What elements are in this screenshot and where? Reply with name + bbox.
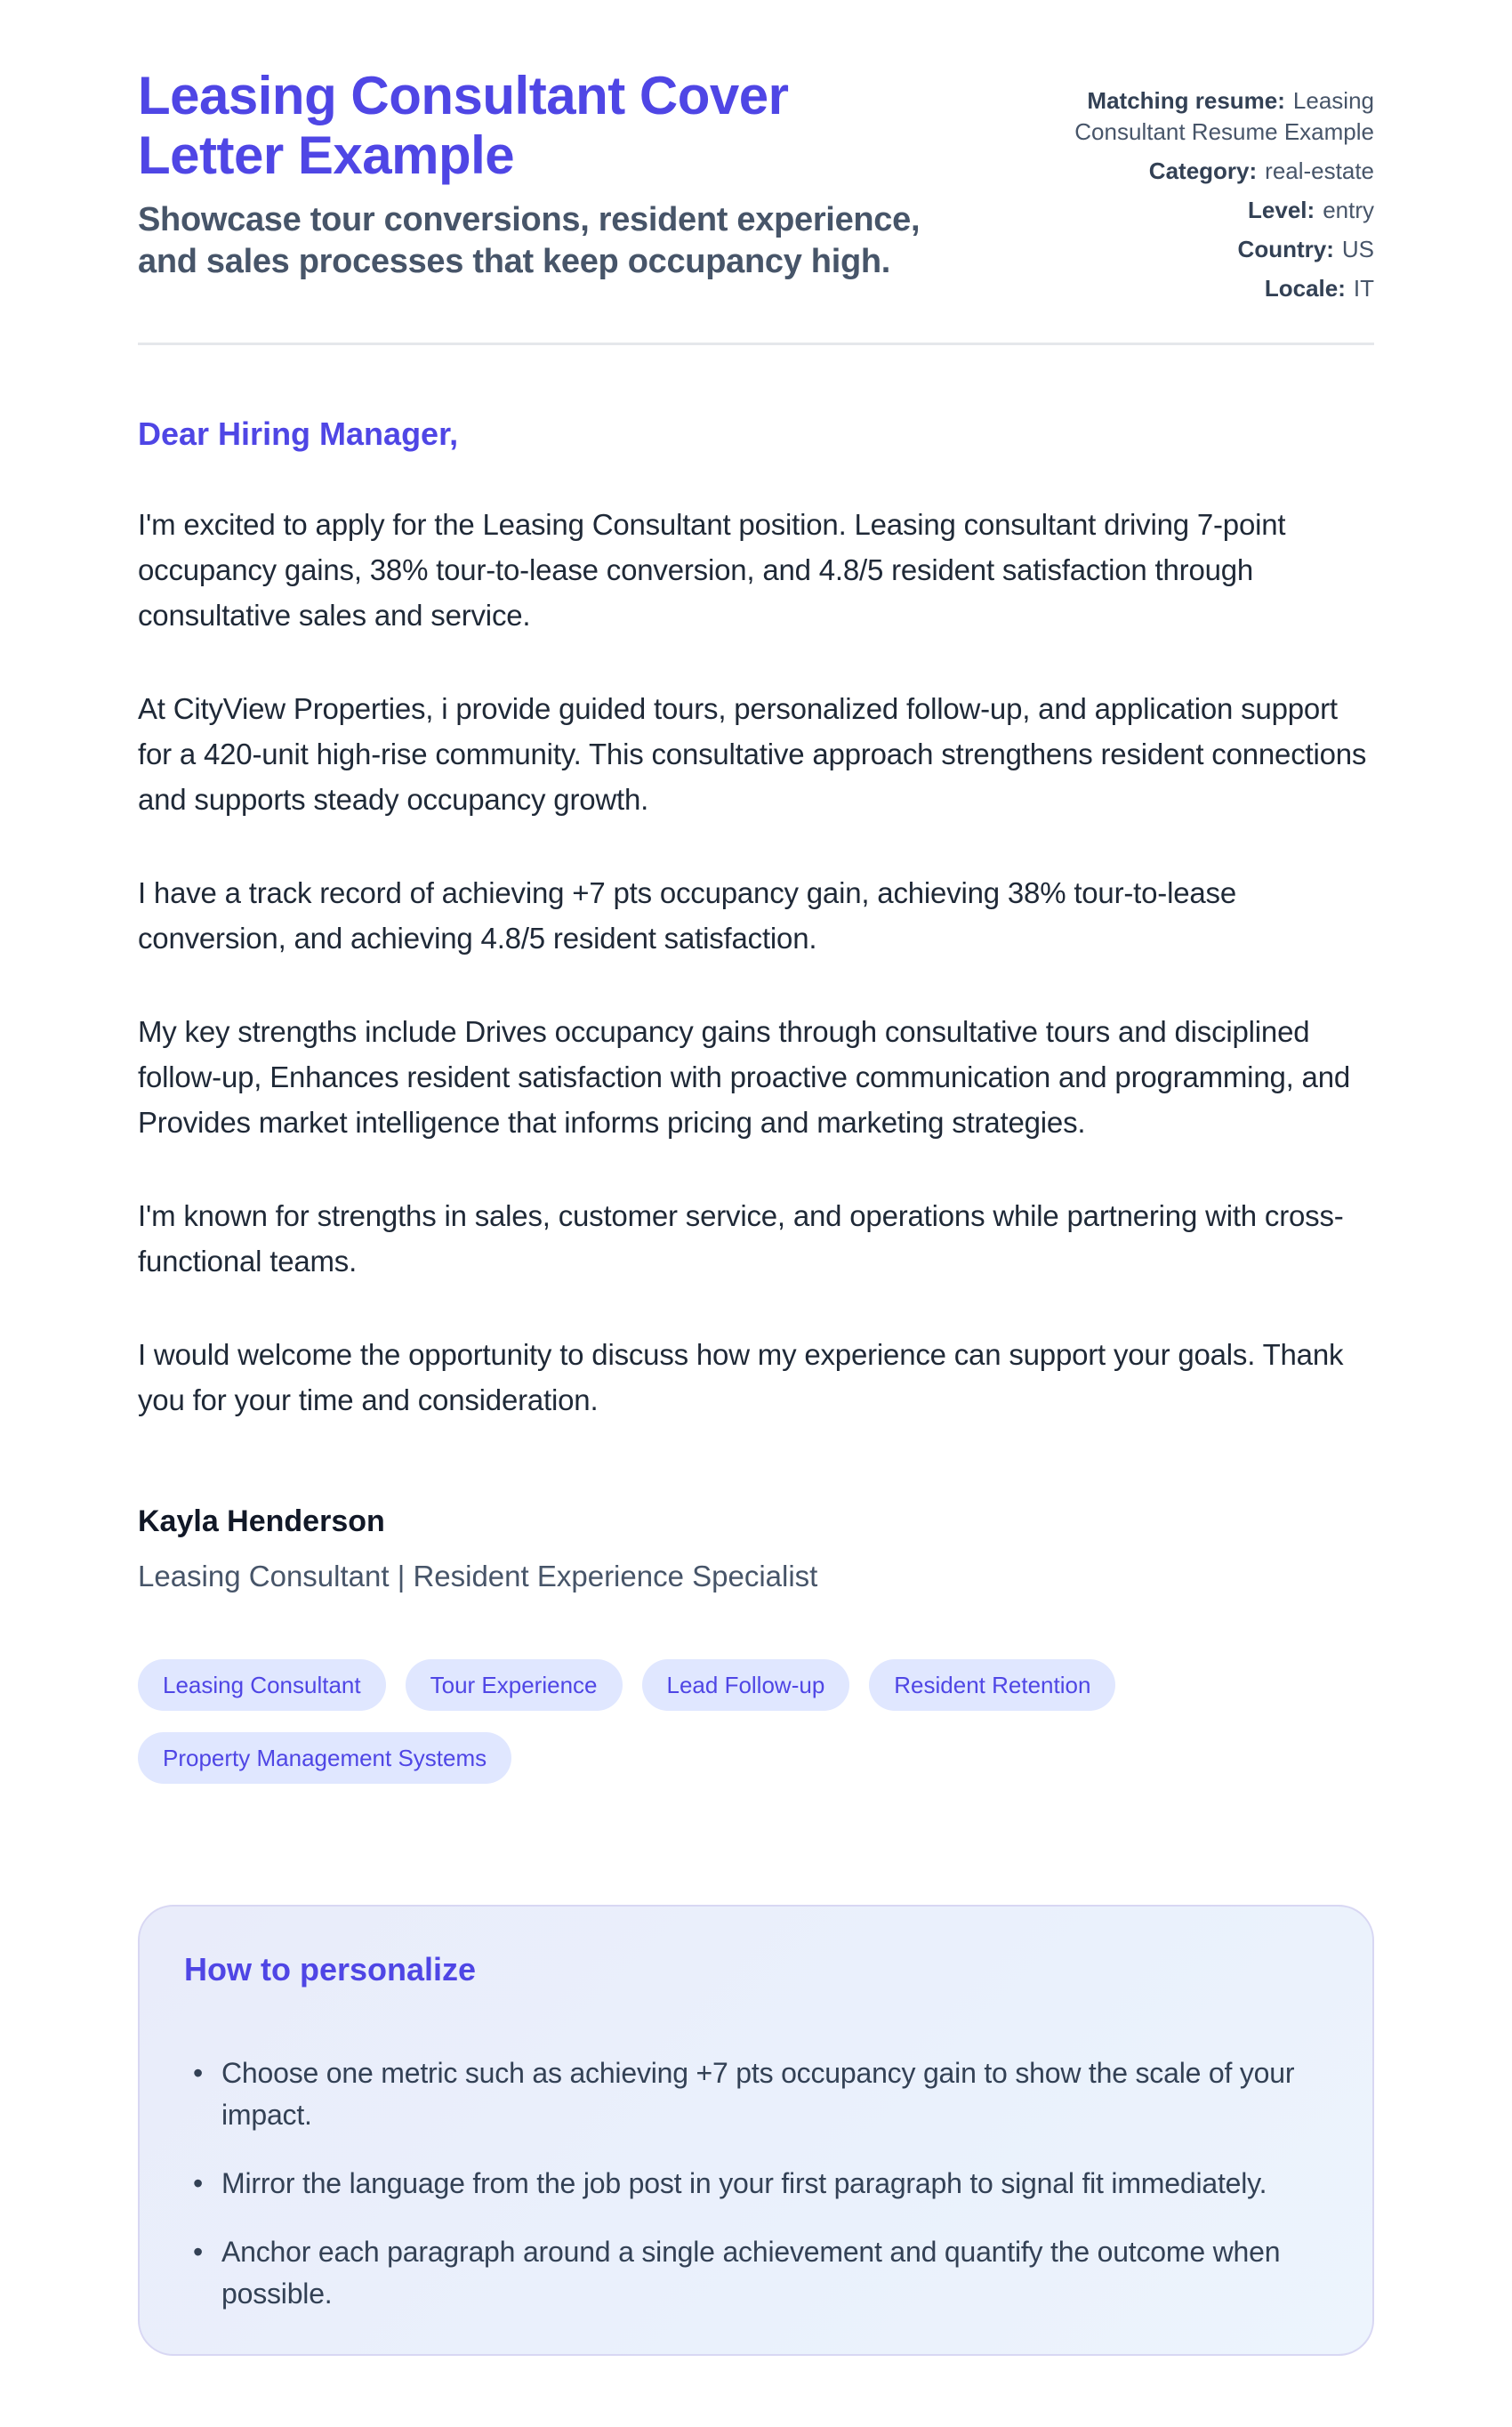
- meta-value: US: [1341, 236, 1374, 262]
- signature-name: Kayla Henderson: [138, 1504, 385, 1538]
- meta-label: Locale:: [1264, 275, 1346, 302]
- tag-leasing-consultant[interactable]: Leasing Consultant: [138, 1659, 386, 1711]
- meta-row-locale: [974, 273, 1374, 304]
- personalize-tip: • Mirror the language from the job post in your first paragraph to signal fit immediately.: [184, 2163, 1305, 2205]
- meta-value: entry: [1323, 197, 1374, 223]
- letter-paragraph: My key strengths include Drives occupancy gains through consultative tours and disciplined follow-up, Enhances resident satisfaction with proactive communication and programming, and Provides market intelligence that informs pricing and marketing strategies.: [138, 1015, 1351, 1139]
- letter-paragraph: I have a track record of achieving +7 pts occupancy gain, achieving 38% tour-to-lease conversion, and achieving 4.8/5 resident satisfaction.: [138, 876, 1236, 955]
- signature-role: Leasing Consultant | Resident Experience Specialist: [138, 1560, 818, 1592]
- meta-row-category: [974, 156, 1374, 187]
- meta-label: Country:: [1237, 236, 1334, 262]
- letter-paragraph: I'm excited to apply for the Leasing Consultant position. Leasing consultant driving 7-point occupancy gains, 38% tour-to-lease conversion, and 4.8/5 resident satisfaction through consultative sales and service.: [138, 508, 1286, 632]
- personalize-title: How to personalize: [184, 1951, 477, 1988]
- page-header: [138, 66, 1374, 312]
- meta-label: Category:: [1148, 157, 1258, 184]
- tag-property-management-systems[interactable]: Property Management Systems: [138, 1732, 511, 1784]
- tag-resident-retention[interactable]: Resident Retention: [869, 1659, 1115, 1711]
- header-title-block: [138, 66, 921, 283]
- letter-paragraph: At CityView Properties, i provide guided tours, personalized follow-up, and application support for a 420-unit high-rise community. This consultative approach strengthens resident connections and supports steady occupancy growth.: [138, 692, 1367, 816]
- meta-label: Level:: [1248, 197, 1315, 223]
- page-subtitle: Showcase tour conversions, resident experience, and sales processes that keep occupancy high.: [138, 201, 921, 280]
- meta-value: Leasing Consultant Resume Example: [1074, 87, 1374, 145]
- resume-meta-block: [974, 66, 1374, 312]
- cover-letter-body: [138, 415, 1374, 1597]
- meta-value: real-estate: [1265, 157, 1374, 184]
- header-divider: [138, 343, 1374, 345]
- personalize-tip: • Anchor each paragraph around a single achievement and quantify the outcome when possible.: [184, 2231, 1305, 2315]
- meta-value: IT: [1353, 275, 1374, 302]
- meta-row-country: [974, 234, 1374, 265]
- letter-paragraph: I would welcome the opportunity to discuss how my experience can support your goals. Thank you for your time and consideration.: [138, 1338, 1344, 1416]
- personalize-tip: • Choose one metric such as achieving +7 pts occupancy gain to show the scale of your impact.: [184, 2052, 1305, 2136]
- how-to-personalize-box: [138, 1905, 1374, 2356]
- tag-lead-follow-up[interactable]: Lead Follow-up: [642, 1659, 850, 1711]
- page-title: Leasing Consultant Cover Letter Example: [138, 66, 789, 185]
- tag-tour-experience[interactable]: Tour Experience: [406, 1659, 623, 1711]
- salutation: Dear Hiring Manager,: [138, 415, 459, 452]
- personalize-tips-list: [184, 2052, 1328, 2315]
- letter-paragraph: I'm known for strengths in sales, customer service, and operations while partnering with cross-functional teams.: [138, 1199, 1344, 1278]
- meta-row-level: [974, 195, 1374, 226]
- skill-tags: [138, 1659, 1250, 1784]
- meta-label: Matching resume:: [1087, 87, 1285, 114]
- meta-row-matching-resume: [974, 85, 1374, 148]
